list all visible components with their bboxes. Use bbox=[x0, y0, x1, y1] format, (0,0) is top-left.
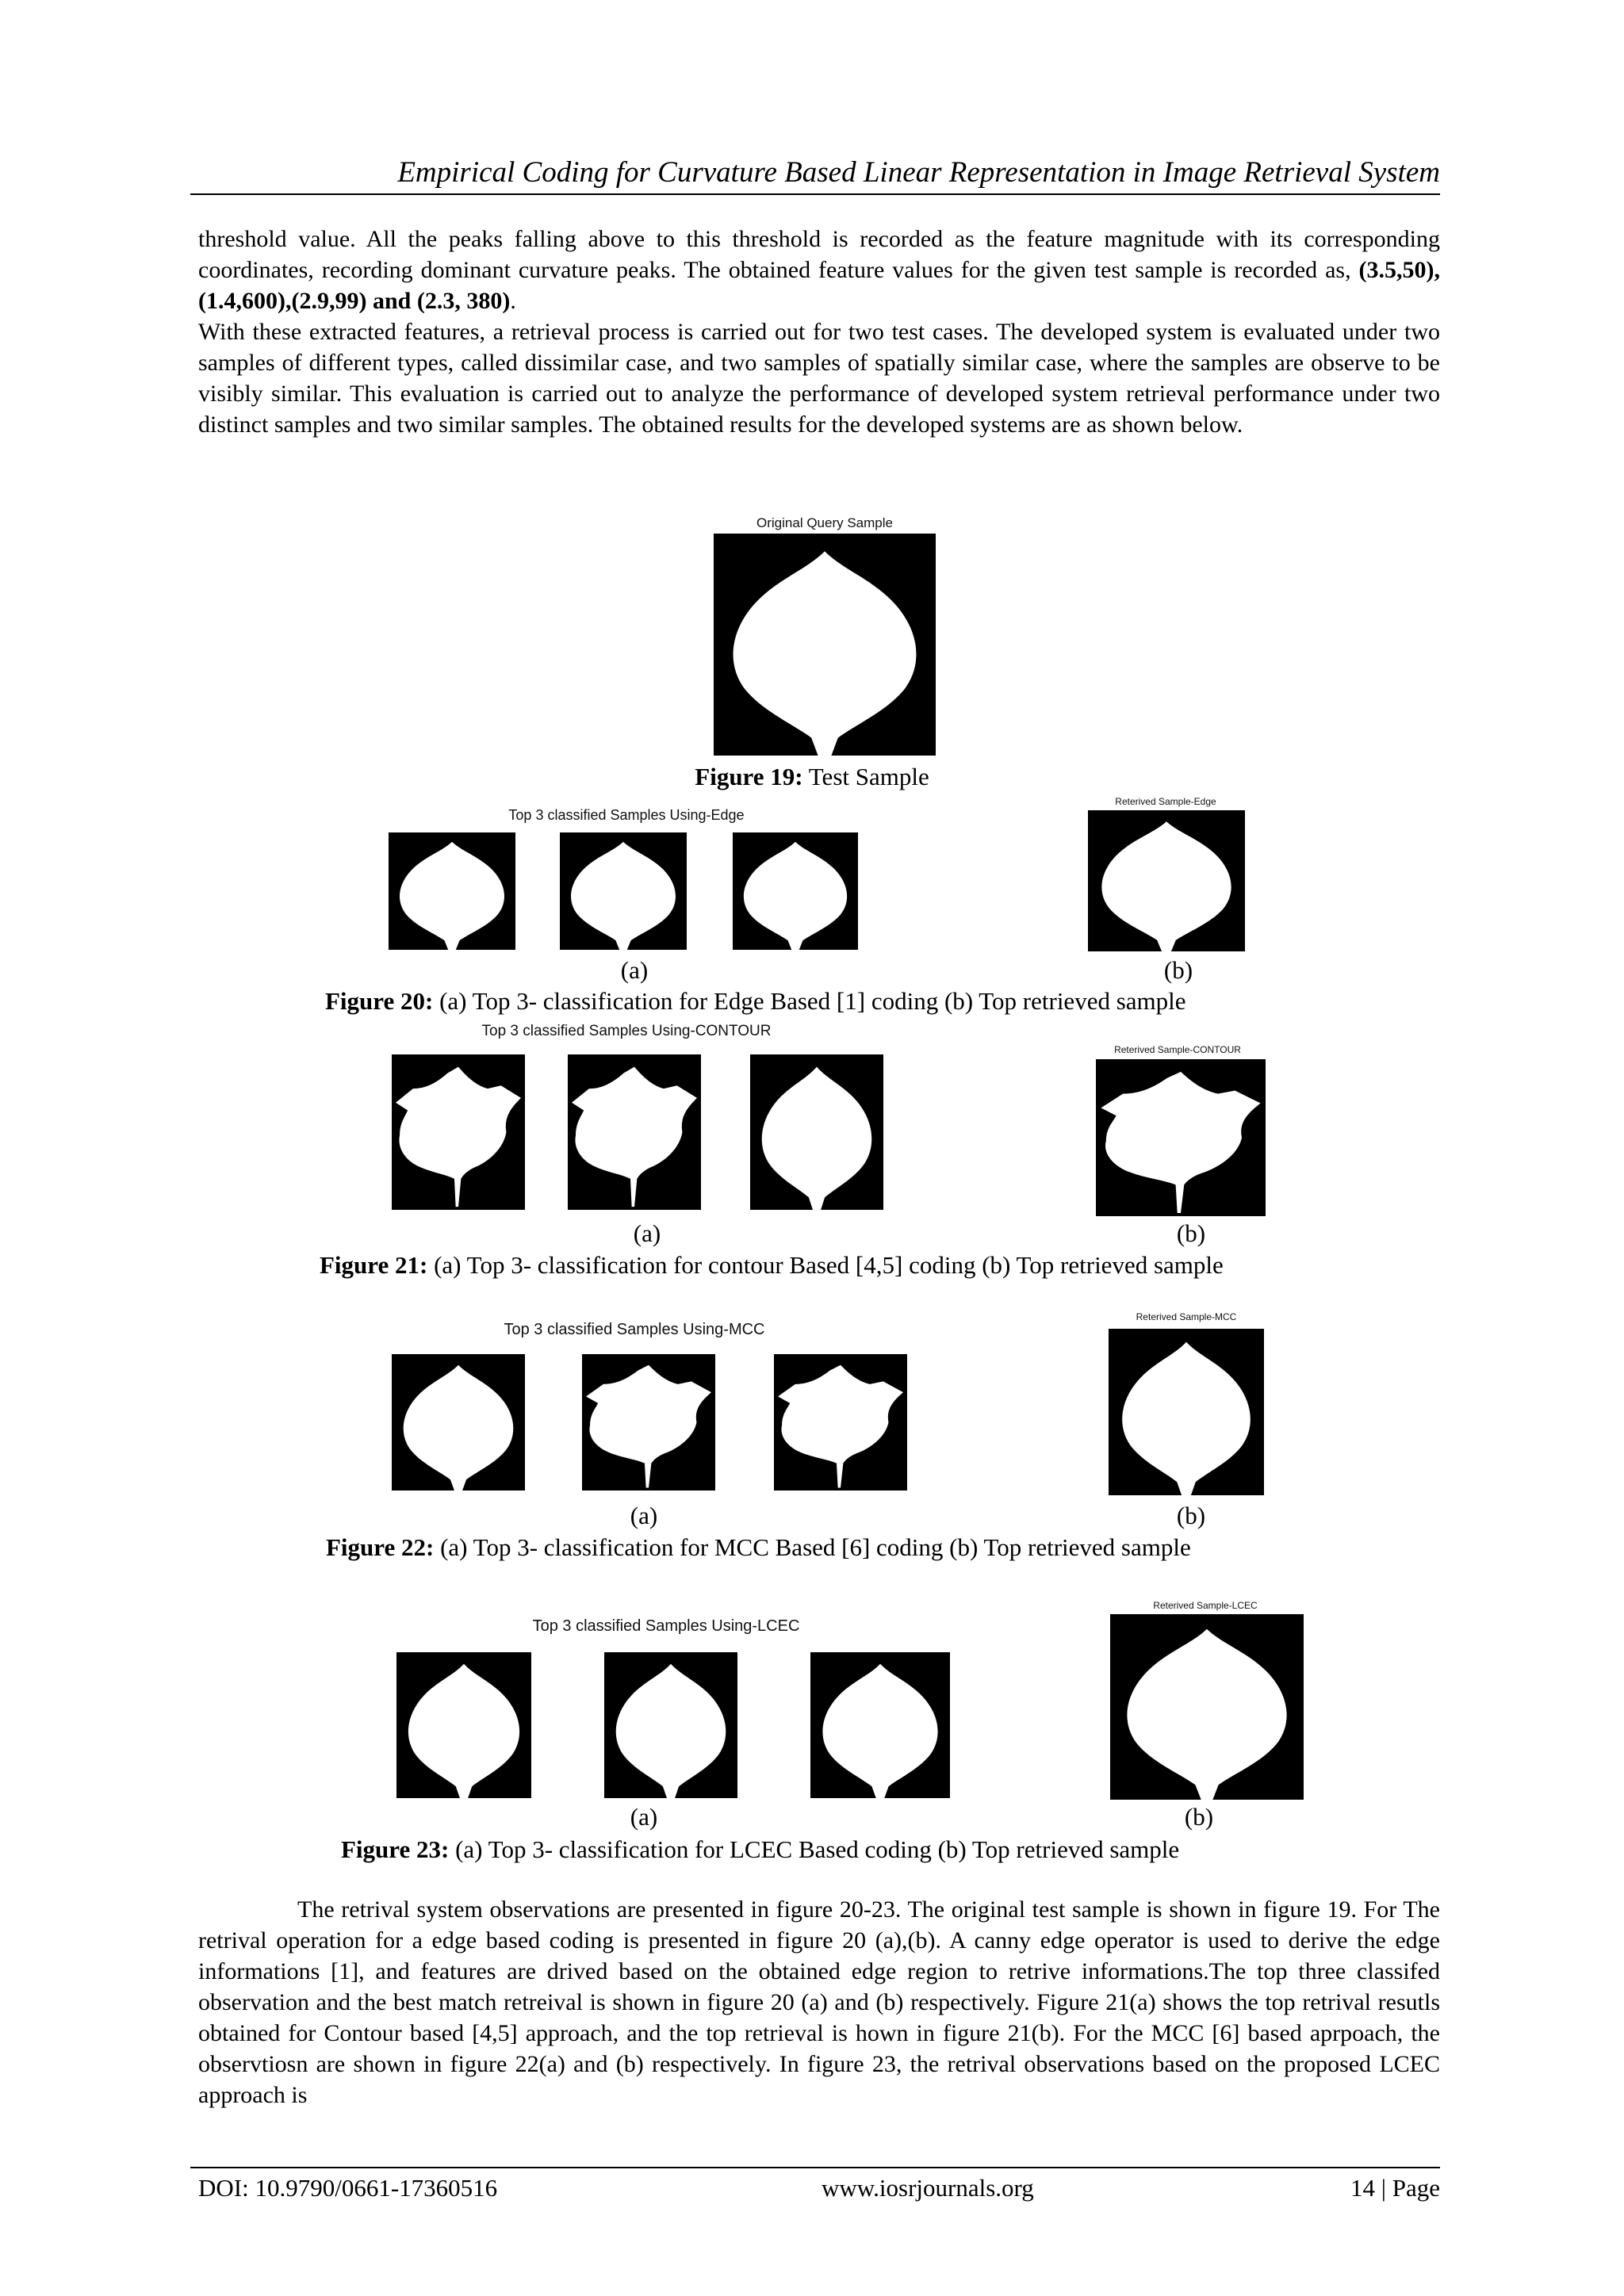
query-leaf-image bbox=[714, 534, 936, 756]
contour-top3-leaf-3 bbox=[750, 1054, 883, 1210]
fig23-sub-b: (b) bbox=[1184, 1803, 1214, 1831]
contour-top3-leaf-2 bbox=[568, 1054, 701, 1210]
fig22-sub-b: (b) bbox=[1176, 1502, 1206, 1529]
figure-19-caption: Figure 19: Test Sample bbox=[695, 763, 929, 790]
fig23-right-title: Reterived Sample-LCEC bbox=[1153, 1600, 1258, 1611]
figure-20-caption: Figure 20: (a) Top 3- classification for Edge Based [1] coding (b) Top retrieved sample bbox=[325, 987, 1186, 1015]
lcec-top3-leaf-1 bbox=[396, 1652, 531, 1798]
footer-doi: DOI: 10.9790/0661-17360516 bbox=[198, 2174, 498, 2202]
fig20-right-title: Reterived Sample-Edge bbox=[1115, 796, 1216, 807]
header-rule bbox=[190, 193, 1440, 195]
mcc-top3-leaf-3 bbox=[774, 1354, 907, 1490]
fig23-sub-a: (a) bbox=[630, 1803, 658, 1831]
feature-values: (3.5,50),(1.4,600),(2.9,99) and (2.3, 380) bbox=[198, 257, 1440, 314]
fig21-sub-a: (a) bbox=[633, 1219, 661, 1247]
figure-23-caption: Figure 23: (a) Top 3- classification for LCEC Based coding (b) Top retrieved sample bbox=[341, 1835, 1180, 1863]
mcc-top3-leaf-1 bbox=[392, 1354, 525, 1490]
running-header: Empirical Coding for Curvature Based Linear Representation in Image Retrieval System bbox=[397, 156, 1440, 189]
fig21-sub-b: (b) bbox=[1176, 1219, 1206, 1247]
fig20-sub-a: (a) bbox=[620, 956, 649, 984]
lcec-retrieved-leaf bbox=[1110, 1614, 1304, 1800]
fig21-right-title: Reterived Sample-CONTOUR bbox=[1114, 1044, 1241, 1055]
contour-top3-leaf-1 bbox=[392, 1054, 525, 1210]
fig21-left-title: Top 3 classified Samples Using-CONTOUR bbox=[481, 1023, 772, 1039]
contour-retrieved-leaf bbox=[1096, 1059, 1266, 1216]
fig22-right-title: Reterived Sample-MCC bbox=[1136, 1311, 1237, 1322]
intro-paragraph-2: With these extracted features, a retrieval process is carried out for two test cases. The developed system is evaluated under two samples of different types, called dissimilar case, and two samples of spatially similar case, where the samples are observe to be visibly similar. This evaluation is carried out to analyze the performance of developed system retrieval performance under two distinct samples and two similar samples. The obtained results for the developed systems are as shown below. bbox=[198, 319, 1440, 438]
footer-page-number: 14 | Page bbox=[1350, 2174, 1440, 2202]
fig20-sub-b: (b) bbox=[1163, 956, 1193, 984]
edge-retrieved-leaf bbox=[1088, 810, 1245, 951]
mcc-top3-leaf-2 bbox=[582, 1354, 715, 1490]
footer-website: www.iosrjournals.org bbox=[822, 2174, 1034, 2202]
lcec-top3-leaf-3 bbox=[810, 1652, 950, 1798]
fig22-sub-a: (a) bbox=[630, 1502, 658, 1529]
discussion-paragraph: The retrival system observations are presented in figure 20-23. The original test sample is shown in figure 19. For The retrival operation for a edge based coding is presented in figure 20 (a),(b). A canny edge operator is used to derive the edge informations [1], and features are drived based on the obtained edge region to retrive informations.The top three classifed observation and the best match retreival is shown in figure 20 (a) and (b) respectively. Figure 21(a) shows the top retrival resutls obtained for Contour based [4,5] approach, and the top retrieval is hown in figure 21(b). For the MCC [6] based aprpoach, the observtiosn are shown in figure 22(a) and (b) respectively. In figure 23, the retrival observations based on the proposed LCEC approach is bbox=[198, 1896, 1440, 2108]
figure-22-caption: Figure 22: (a) Top 3- classification for MCC Based [6] coding (b) Top retrieved sample bbox=[326, 1533, 1191, 1561]
lcec-top3-leaf-2 bbox=[604, 1652, 737, 1798]
edge-top3-leaf-3 bbox=[733, 832, 858, 950]
figure-21-caption: Figure 21: (a) Top 3- classification for contour Based [4,5] coding (b) Top retrieved sample bbox=[320, 1251, 1224, 1279]
fig23-left-title: Top 3 classified Samples Using-LCEC bbox=[532, 1617, 800, 1635]
mcc-retrieved-leaf bbox=[1109, 1329, 1264, 1495]
edge-top3-leaf-2 bbox=[560, 832, 687, 950]
fig19-plot-title: Original Query Sample bbox=[756, 515, 893, 530]
footer-rule bbox=[190, 2167, 1440, 2168]
intro-paragraph-1: threshold value. All the peaks falling above to this threshold is recorded as the feature magnitude with its corresponding coordinates, recording dominant curvature peaks. The obtained feature values for the given test sample is recorded as, (3.5,50),(1.4,600),(2.9,99) and (2.3, 380). bbox=[198, 226, 1440, 314]
edge-top3-leaf-1 bbox=[389, 832, 515, 950]
fig22-left-title: Top 3 classified Samples Using-MCC bbox=[504, 1321, 765, 1338]
fig20-left-title: Top 3 classified Samples Using-Edge bbox=[508, 807, 745, 823]
